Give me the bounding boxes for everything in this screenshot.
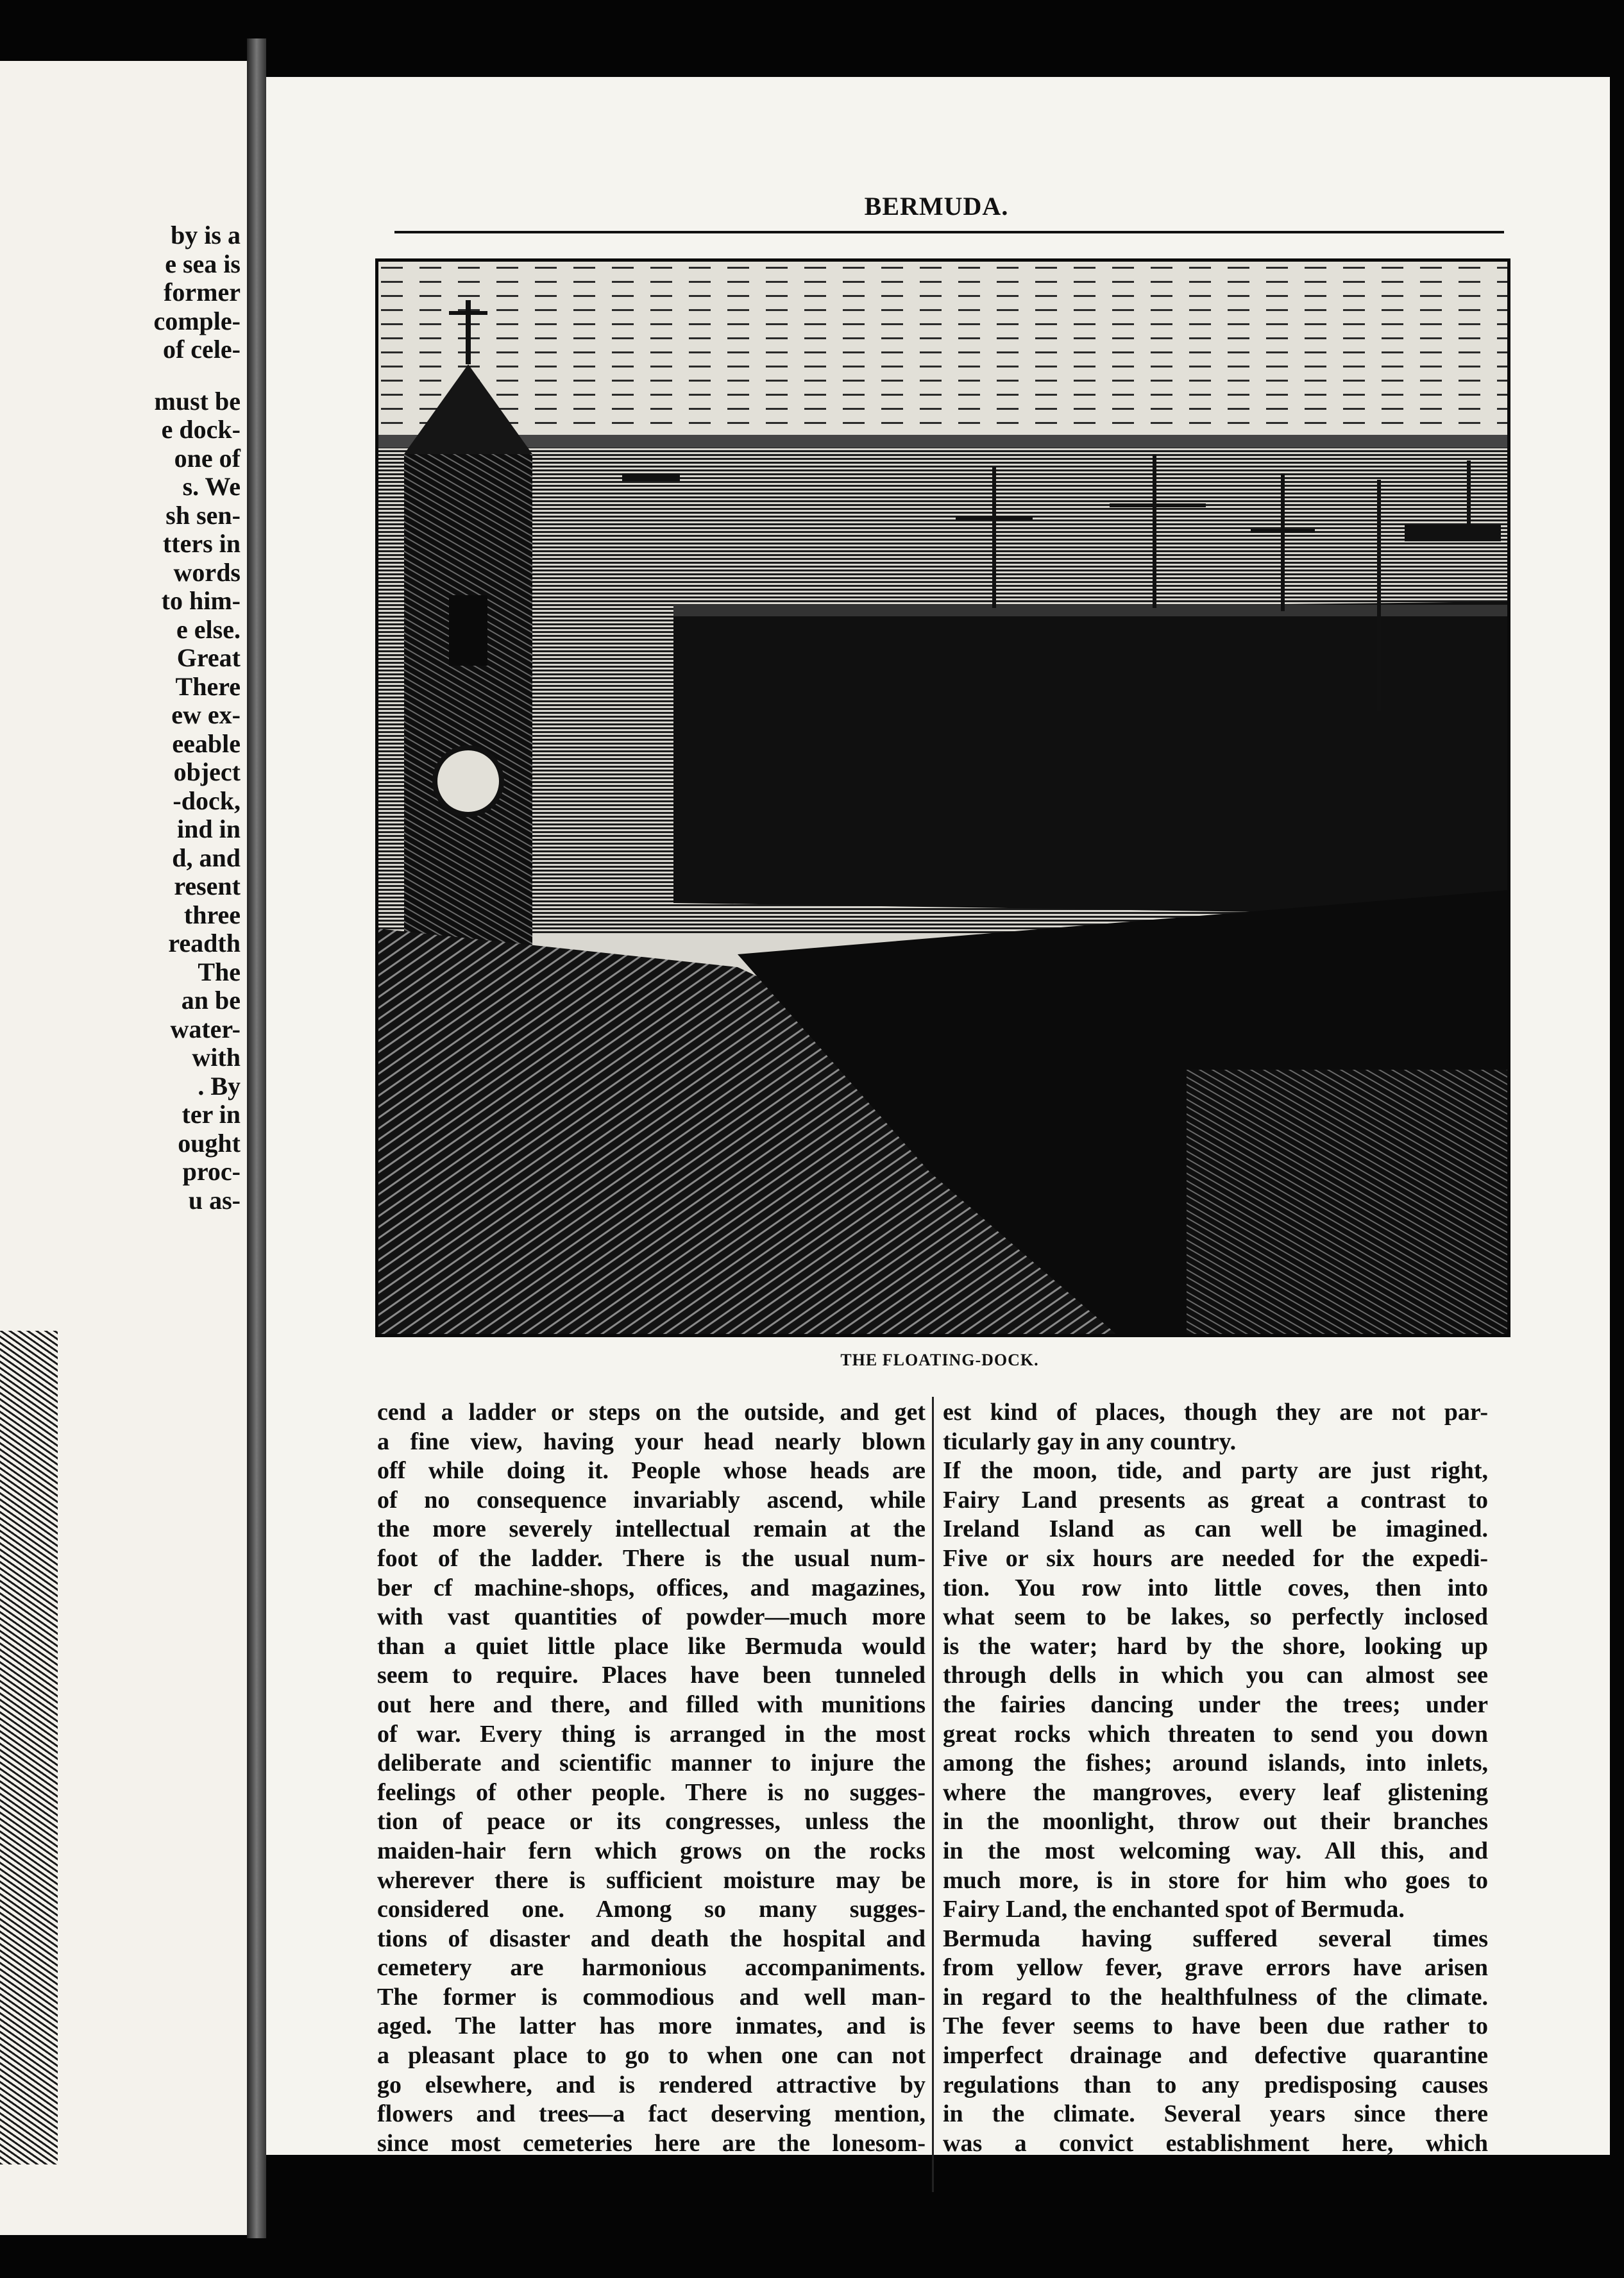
text-line: with vast quantities of powder—much more: [377, 1603, 926, 1631]
text-line: among the fishes; around islands, into inlets,: [943, 1750, 1488, 1777]
text-line: a fine view, having your head nearly blown: [377, 1428, 926, 1455]
left-line: an be: [181, 986, 241, 1015]
text-line: deliberate and scientific manner to injure the: [377, 1750, 926, 1777]
text-line: tions of disaster and death the hospital and: [377, 1925, 926, 1952]
text-line: seem to require. Places have been tunneled: [377, 1662, 926, 1689]
left-line: tters in: [162, 529, 241, 558]
text-line: of no consequence invariably ascend, while: [377, 1486, 926, 1514]
text-line: great rocks which threaten to send you down: [943, 1720, 1488, 1748]
left-line: e dock-: [161, 415, 241, 444]
text-line: what seem to be lakes, so perfectly inclosed: [943, 1603, 1488, 1631]
left-line: with: [192, 1043, 241, 1072]
left-line: eeable: [172, 729, 241, 758]
text-line: aged. The latter has more inmates, and is: [377, 2012, 926, 2040]
left-line: object: [173, 757, 241, 786]
left-line: former: [164, 278, 241, 307]
text-line: a pleasant place to go to when one can not: [377, 2042, 926, 2070]
text-line: was a convict establishment here, which: [943, 2129, 1488, 2157]
left-page-text-column: [74, 221, 241, 1215]
text-line: tion. You row into little coves, then into: [943, 1574, 1488, 1601]
column-divider: [932, 1397, 934, 2192]
text-line: go elsewhere, and is rendered attractive by: [377, 2071, 926, 2098]
text-line: Bermuda having suffered several times: [943, 1925, 1488, 1952]
text-line: The former is commodious and well man-: [377, 1983, 926, 2011]
text-line: flowers and trees—a fact deserving mention,: [377, 2100, 926, 2128]
left-line: resent: [174, 872, 241, 900]
left-line: ew ex-: [171, 700, 241, 729]
text-line: Ireland Island as can well be imagined.: [943, 1515, 1488, 1543]
left-line: readth: [168, 929, 241, 958]
header-rule: [394, 231, 1504, 233]
running-head: BERMUDA.: [864, 192, 1009, 221]
text-line: is the water; hard by the shore, looking up: [943, 1632, 1488, 1660]
left-line: words: [173, 557, 241, 587]
left-line: must be: [154, 386, 241, 416]
left-line: There: [175, 671, 241, 701]
text-line: off while doing it. People whose heads are: [377, 1457, 926, 1485]
text-line: The fever seems to have been due rather to: [943, 2012, 1488, 2040]
text-line: feelings of other people. There is no sugges-: [377, 1778, 926, 1806]
text-line: than a quiet little place like Bermuda would: [377, 1632, 926, 1660]
text-line: in the most welcoming way. All this, and: [943, 1837, 1488, 1864]
text-line: Fairy Land presents as great a contrast to: [943, 1486, 1488, 1514]
left-line: to him-: [161, 586, 241, 615]
text-line: cemetery are harmonious accompaniments.: [377, 1954, 926, 1982]
left-line: one of: [174, 443, 241, 473]
left-line: Great: [176, 643, 241, 672]
left-line: e sea is: [165, 249, 241, 278]
text-line: regulations than to any predisposing causes: [943, 2071, 1488, 2098]
text-line: Five or six hours are needed for the expedi-: [943, 1544, 1488, 1572]
left-line: . By: [198, 1071, 241, 1101]
text-line: est kind of places, though they are not par-: [943, 1399, 1488, 1426]
floating-dock-engraving: [375, 258, 1510, 1337]
left-line: water-: [170, 1014, 241, 1043]
left-line: sh sen-: [165, 500, 241, 530]
left-page: [0, 61, 247, 2235]
text-line: through dells in which you can almost see: [943, 1662, 1488, 1689]
text-line: in the climate. Several years since there: [943, 2100, 1488, 2128]
text-line: of war. Every thing is arranged in the most: [377, 1720, 926, 1748]
text-column-right: [943, 1398, 1488, 2158]
text-line: much more, is in store for him who goes to: [943, 1866, 1488, 1894]
left-line: of cele-: [162, 335, 241, 364]
text-line: out here and there, and filled with munitions: [377, 1691, 926, 1718]
text-line: maiden-hair fern which grows on the rocks: [377, 1837, 926, 1864]
text-line: since most cemeteries here are the lonesom-: [377, 2129, 926, 2157]
left-line: by is a: [171, 221, 241, 249]
left-line: e else.: [176, 614, 241, 644]
left-line: proc-: [182, 1157, 241, 1186]
text-line: foot of the ladder. There is the usual num-: [377, 1544, 926, 1572]
text-line: in the moonlight, throw out their branches: [943, 1808, 1488, 1835]
left-line: The: [198, 957, 241, 986]
text-line: from yellow fever, grave errors have arisen: [943, 1954, 1488, 1982]
illustration-caption: THE FLOATING-DOCK.: [840, 1351, 1039, 1369]
left-line: ind in: [177, 814, 241, 843]
left-page-engraving: [0, 1331, 58, 2164]
left-line: three: [183, 900, 241, 929]
text-line: ber cf machine-shops, offices, and magazines,: [377, 1574, 926, 1601]
left-line: -dock,: [173, 786, 241, 815]
left-line: s. We: [182, 472, 241, 501]
floating-dock-hull: [673, 602, 1507, 916]
left-line: u as-: [188, 1185, 241, 1215]
sky: [378, 262, 1507, 454]
text-line: If the moon, tide, and party are just right,: [943, 1457, 1488, 1485]
text-line: the fairies dancing under the trees; under: [943, 1691, 1488, 1718]
text-line: cend a ladder or steps on the outside, and get: [377, 1399, 926, 1426]
text-line: wherever there is sufficient moisture may be: [377, 1866, 926, 1894]
text-line: Fairy Land, the enchanted spot of Bermuda.: [943, 1896, 1405, 1923]
left-line: ter in: [182, 1100, 241, 1129]
text-line: tion of peace or its congresses, unless the: [377, 1808, 926, 1835]
text-line: where the mangroves, every leaf glistening: [943, 1778, 1488, 1806]
text-column-left: [377, 1398, 926, 2158]
text-line: imperfect drainage and defective quarantine: [943, 2042, 1488, 2070]
left-line: comple-: [153, 306, 241, 335]
text-line: ticularly gay in any country.: [943, 1428, 1237, 1455]
left-line: ought: [178, 1128, 241, 1158]
left-line: d, and: [172, 843, 241, 872]
book-gutter: [247, 38, 266, 2238]
text-line: the more severely intellectual remain at the: [377, 1515, 926, 1543]
text-line: in regard to the healthfulness of the climate.: [943, 1983, 1488, 2011]
text-line: considered one. Among so many sugges-: [377, 1896, 926, 1923]
